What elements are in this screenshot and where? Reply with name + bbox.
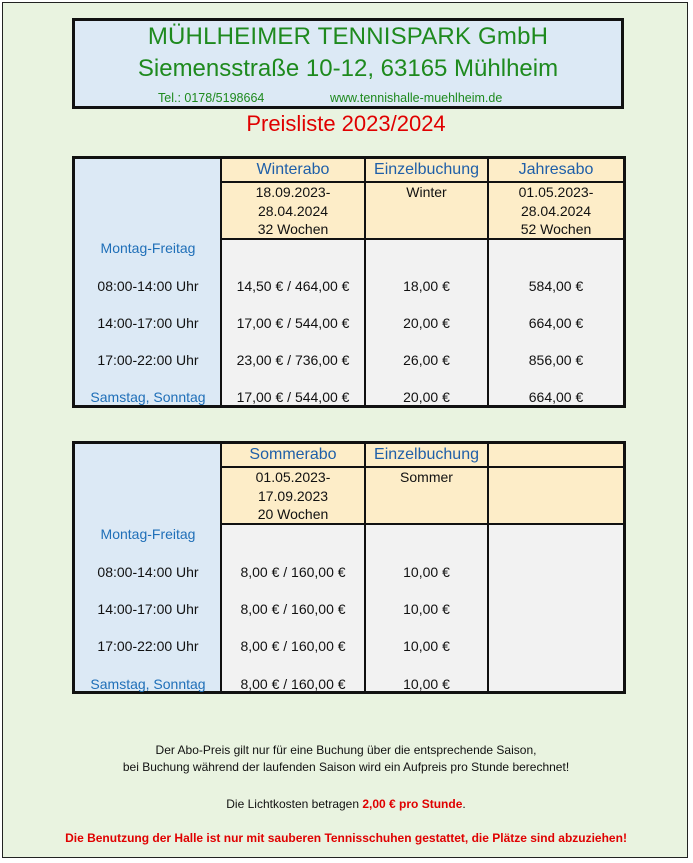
row-label: 17:00-22:00 Uhr: [97, 352, 199, 368]
winterabo-period: 18.09.2023- 28.04.2024 32 Wochen: [255, 184, 331, 237]
abo-note-line2: bei Buchung während der laufenden Saison wird ein Aufpreis pro Stunde berechnet!: [122, 760, 570, 774]
einzel-summer-label: Sommer: [400, 469, 453, 485]
price-cell: 10,00 €: [403, 676, 450, 692]
row-label: 14:00-17:00 Uhr: [97, 601, 199, 617]
winter-price-table: [72, 156, 626, 408]
price-cell: 20,00 €: [403, 315, 450, 331]
light-cost-note: Die Lichtkosten betragen 2,00 € pro Stunde.: [226, 797, 466, 811]
price-cell: 8,00 € / 160,00 €: [240, 638, 346, 654]
col-einzelbuchung: Einzelbuchung: [374, 161, 479, 178]
row-label: 08:00-14:00 Uhr: [97, 278, 199, 294]
price-sheet: [2, 2, 688, 858]
phone-number: Tel.: 0178/5198664: [158, 91, 265, 105]
price-cell: 8,00 € / 160,00 €: [240, 676, 346, 692]
price-cell: 14,50 € / 464,00 €: [236, 278, 350, 294]
price-list-title: Preisliste 2023/2024: [246, 111, 446, 136]
row-label-weekend: Samstag, Sonntag: [90, 389, 206, 405]
col-winterabo: Winterabo: [256, 161, 330, 178]
row-label-weekend: Samstag, Sonntag: [90, 676, 206, 692]
price-cell: 10,00 €: [403, 638, 450, 654]
price-cell: 10,00 €: [403, 564, 450, 580]
row-label: 08:00-14:00 Uhr: [97, 564, 199, 580]
col-sommerabo: Sommerabo: [249, 446, 337, 463]
price-cell: 17,00 € / 544,00 €: [236, 389, 350, 405]
company-name: MÜHLHEIMER TENNISPARK GmbH: [147, 23, 549, 50]
price-cell: 10,00 €: [403, 601, 450, 617]
company-address: Siemensstraße 10-12, 63165 Mühlheim: [137, 55, 559, 82]
col-einzelbuchung: Einzelbuchung: [374, 446, 479, 463]
row-label: 17:00-22:00 Uhr: [97, 638, 199, 654]
jahresabo-period: 01.05.2023- 28.04.2024 52 Wochen: [518, 184, 594, 237]
price-cell: 20,00 €: [403, 389, 450, 405]
price-cell: 26,00 €: [403, 352, 450, 368]
price-cell: 664,00 €: [528, 389, 584, 405]
sommerabo-period: 01.05.2023- 17.09.2023 20 Wochen: [255, 469, 331, 522]
row-label: 14:00-17:00 Uhr: [97, 315, 199, 331]
group-label-weekdays: Montag-Freitag: [100, 240, 196, 256]
col-jahresabo: Jahresabo: [518, 161, 594, 178]
price-cell: 18,00 €: [403, 278, 450, 294]
website-link[interactable]: www.tennishalle-muehlheim.de: [330, 91, 503, 105]
shoe-warning: Die Benutzung der Halle ist nur mit sauberen Tennisschuhen gestattet, die Plätze sind abzuziehen!: [65, 831, 627, 845]
price-cell: 856,00 €: [528, 352, 584, 368]
price-cell: 584,00 €: [528, 278, 584, 294]
group-label-weekdays: Montag-Freitag: [100, 526, 196, 542]
light-price: 2,00 € pro Stunde: [362, 797, 463, 811]
summer-price-table: [72, 441, 626, 694]
company-header: [72, 18, 624, 109]
abo-note-line1: Der Abo-Preis gilt nur für eine Buchung über die entsprechende Saison,: [155, 743, 537, 757]
price-cell: 23,00 € / 736,00 €: [236, 352, 350, 368]
price-cell: 664,00 €: [528, 315, 584, 331]
price-cell: 8,00 € / 160,00 €: [240, 601, 346, 617]
einzel-winter-label: Winter: [406, 184, 447, 200]
price-cell: 8,00 € / 160,00 €: [240, 564, 346, 580]
price-cell: 17,00 € / 544,00 €: [236, 315, 350, 331]
